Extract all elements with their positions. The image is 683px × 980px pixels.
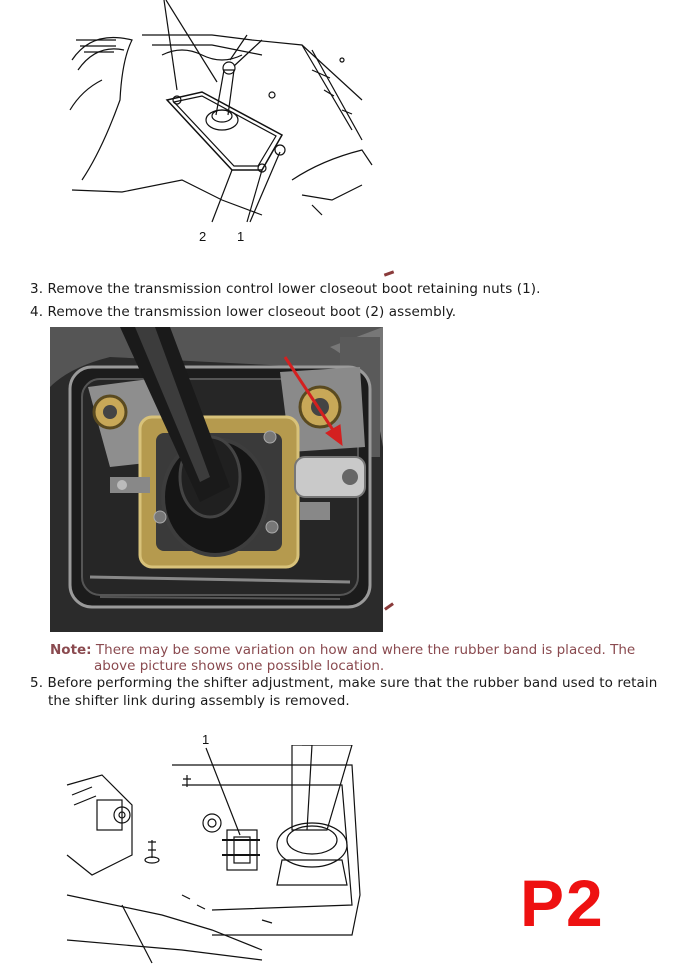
note-label: Note: (50, 642, 92, 658)
step-5-number: 5. (30, 675, 44, 691)
margin-tick-mark-2 (384, 602, 394, 610)
step-3 (30, 280, 670, 298)
step-4-text: Remove the transmission lower closeout boot (2) assembly. (47, 304, 457, 320)
note-text-1: There may be some variation on how and where the rubber band is placed. The (95, 642, 636, 658)
step-4 (30, 303, 670, 321)
step-5-text-1: Before performing the shifter adjustment, make sure that the rubber band used to retain (47, 675, 658, 691)
page-mark: P2 (520, 866, 605, 940)
note-line-1 (50, 642, 675, 658)
step-3-text: Remove the transmission control lower closeout boot retaining nuts (1). (47, 281, 541, 297)
step-5-line-1 (30, 674, 680, 692)
figure-3-line-drawing (62, 745, 362, 967)
step-4-number: 4. (30, 304, 44, 320)
step-3-number: 3. (30, 281, 44, 297)
margin-tick-mark (384, 270, 394, 276)
figure-1-callout-2: 2 (199, 229, 207, 244)
figure-1-callout-1: 1 (237, 229, 245, 244)
step-5 (30, 674, 680, 710)
figure-3-callout-1: 1 (202, 732, 210, 747)
note-block (50, 642, 675, 674)
note-line-2: above picture shows one possible location. (94, 658, 385, 674)
figure-2-photo (50, 327, 383, 632)
figure-3-svg (62, 745, 362, 967)
figure-1-svg (62, 0, 382, 225)
figure-1-line-drawing (62, 0, 382, 225)
step-5-line-2: the shifter link during assembly is removed. (48, 693, 350, 709)
figure-2-svg (50, 327, 383, 632)
